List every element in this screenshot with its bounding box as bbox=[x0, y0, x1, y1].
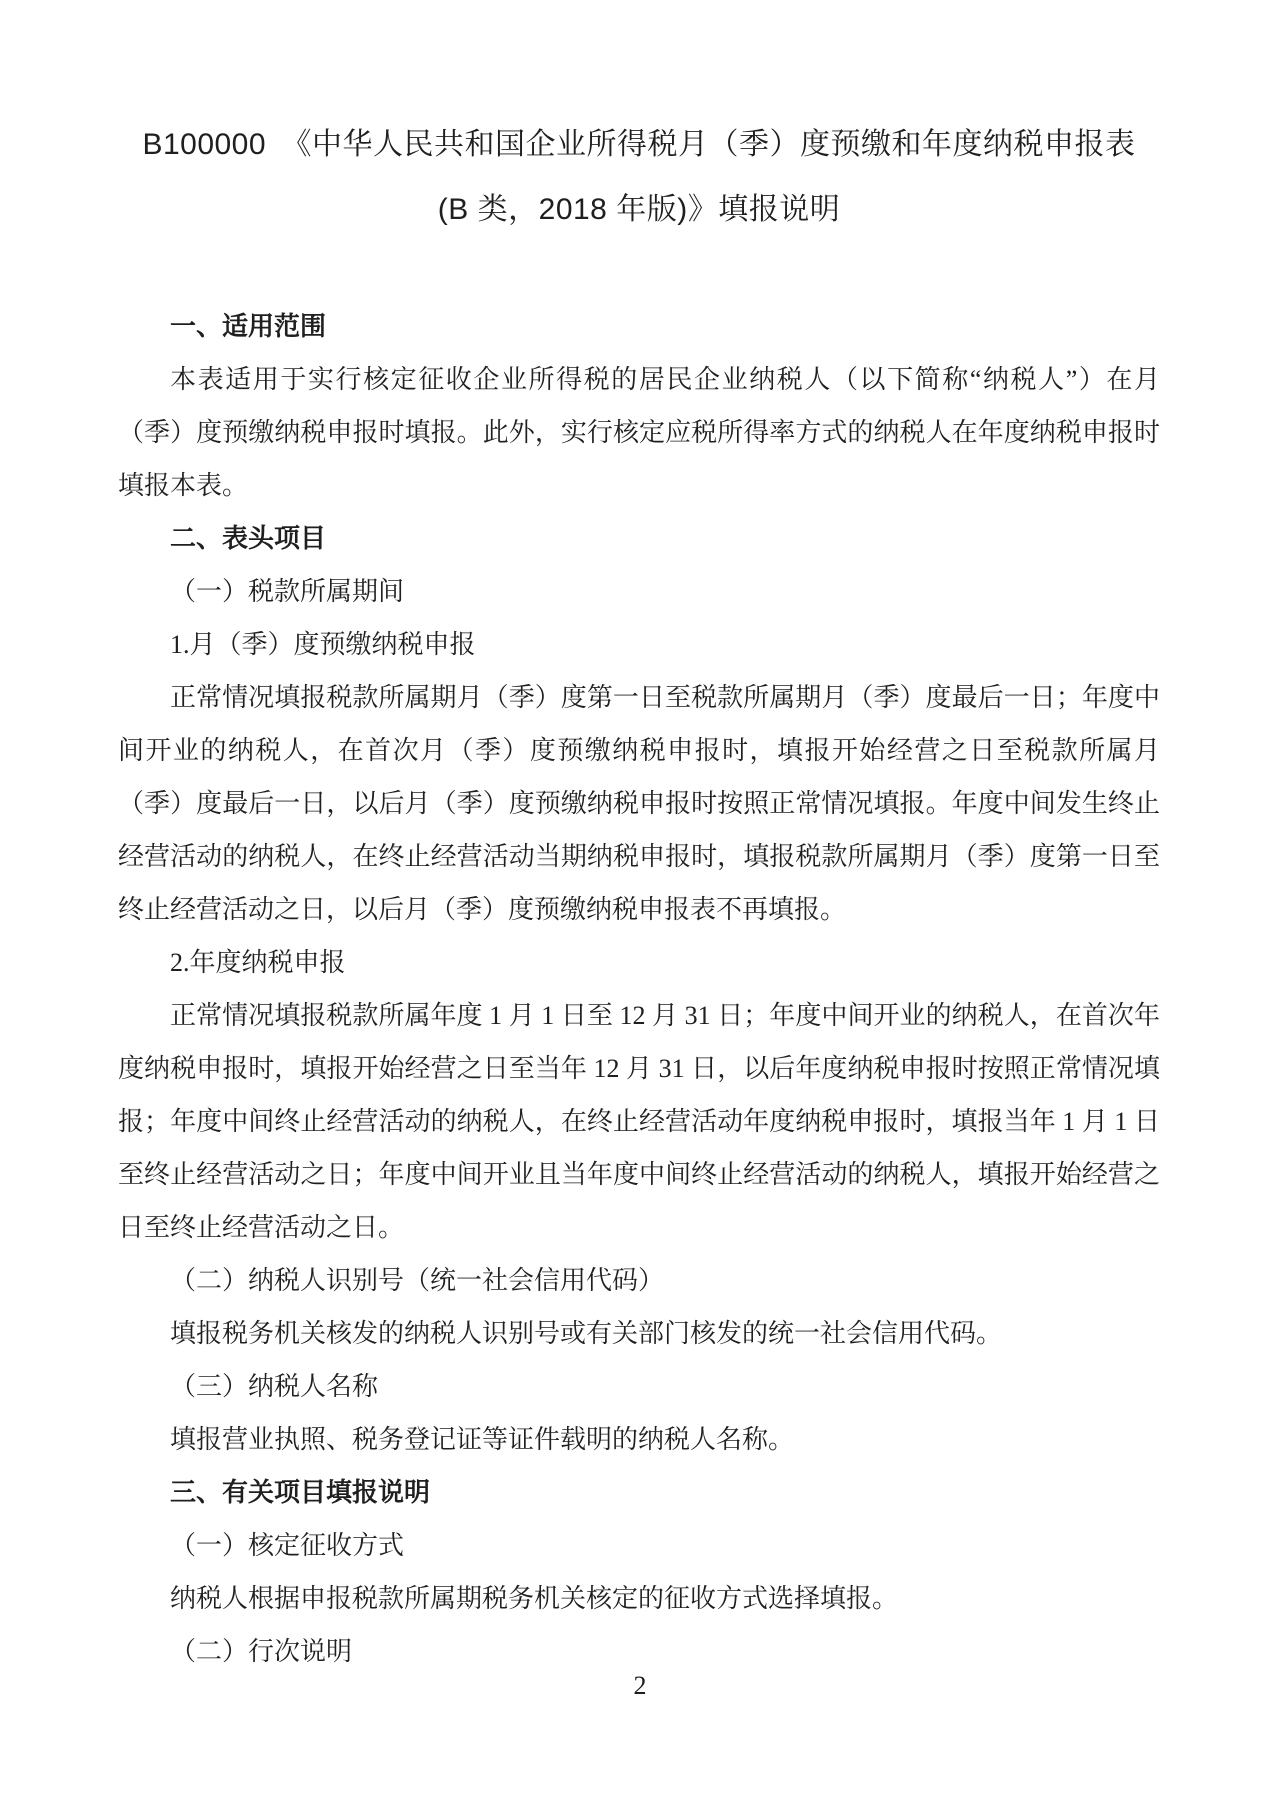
section-heading: 一、适用范围 bbox=[170, 311, 327, 341]
document-title bbox=[118, 112, 1160, 242]
paragraph: 本表适用于实行核定征收企业所得税的居民企业纳税人（以下简称“纳税人”）在月（季）度预缴纳税申报时填报。此外，实行核定应税所得率方式的纳税人在年度纳税申报时填报本表。 bbox=[118, 365, 1160, 500]
document-body bbox=[118, 300, 1160, 1678]
section-heading: 二、表头项目 bbox=[170, 523, 327, 553]
paragraph: （一）核定征收方式 bbox=[170, 1531, 405, 1560]
paragraph: 2.年度纳税申报 bbox=[170, 948, 346, 977]
paragraph: （三）纳税人名称 bbox=[170, 1372, 379, 1401]
paragraph: 正常情况填报税款所属期月（季）度第一日至税款所属期月（季）度最后一日；年度中间开业的纳税人，在首次月（季）度预缴纳税申报时，填报开始经营之日至税款所属月（季）度最后一日，以后月（季）度预缴纳税申报时按照正常情况填报。年度中间发生终止经营活动的纳税人，在终止经营活动当期纳税申报时，填报税款所属期月（季）度第一日至终止经营活动之日，以后月（季）度预缴纳税申报表不再填报。 bbox=[118, 683, 1160, 924]
paragraph: 正常情况填报税款所属年度 1 月 1 日至 12 月 31 日；年度中间开业的纳税人，在首次年度纳税申报时，填报开始经营之日至当年 12 月 31 日，以后年度纳税申报时按照正常情况填报；年度中间终止经营活动的纳税人，在终止经营活动年度纳税申报时，填报当年 1 月 1 日至终止经营活动之日；年度中间开业且当年度中间终止经营活动的纳税人，填报开始经营之日至终止经营活动之日。 bbox=[118, 1001, 1160, 1242]
paragraph: 纳税人根据申报税款所属期税务机关核定的征收方式选择填报。 bbox=[170, 1584, 899, 1613]
paragraph: 1.月（季）度预缴纳税申报 bbox=[170, 630, 476, 659]
paragraph: （二）行次说明 bbox=[170, 1637, 353, 1666]
document-title-line1: B100000 《中华人民共和国企业所得税月（季）度预缴和年度纳税申报表 bbox=[142, 128, 1136, 161]
paragraph: 填报税务机关核发的纳税人识别号或有关部门核发的统一社会信用代码。 bbox=[170, 1319, 1003, 1348]
paragraph: 填报营业执照、税务登记证等证件载明的纳税人名称。 bbox=[170, 1425, 795, 1454]
section-heading: 三、有关项目填报说明 bbox=[170, 1477, 431, 1507]
paragraph: （二）纳税人识别号（统一社会信用代码） bbox=[170, 1266, 665, 1295]
page-number: 2 bbox=[633, 1671, 647, 1700]
page-content bbox=[0, 112, 1280, 1678]
paragraph: （一）税款所属期间 bbox=[170, 577, 405, 606]
document-title-line2: (B 类，2018 年版)》填报说明 bbox=[437, 193, 841, 226]
